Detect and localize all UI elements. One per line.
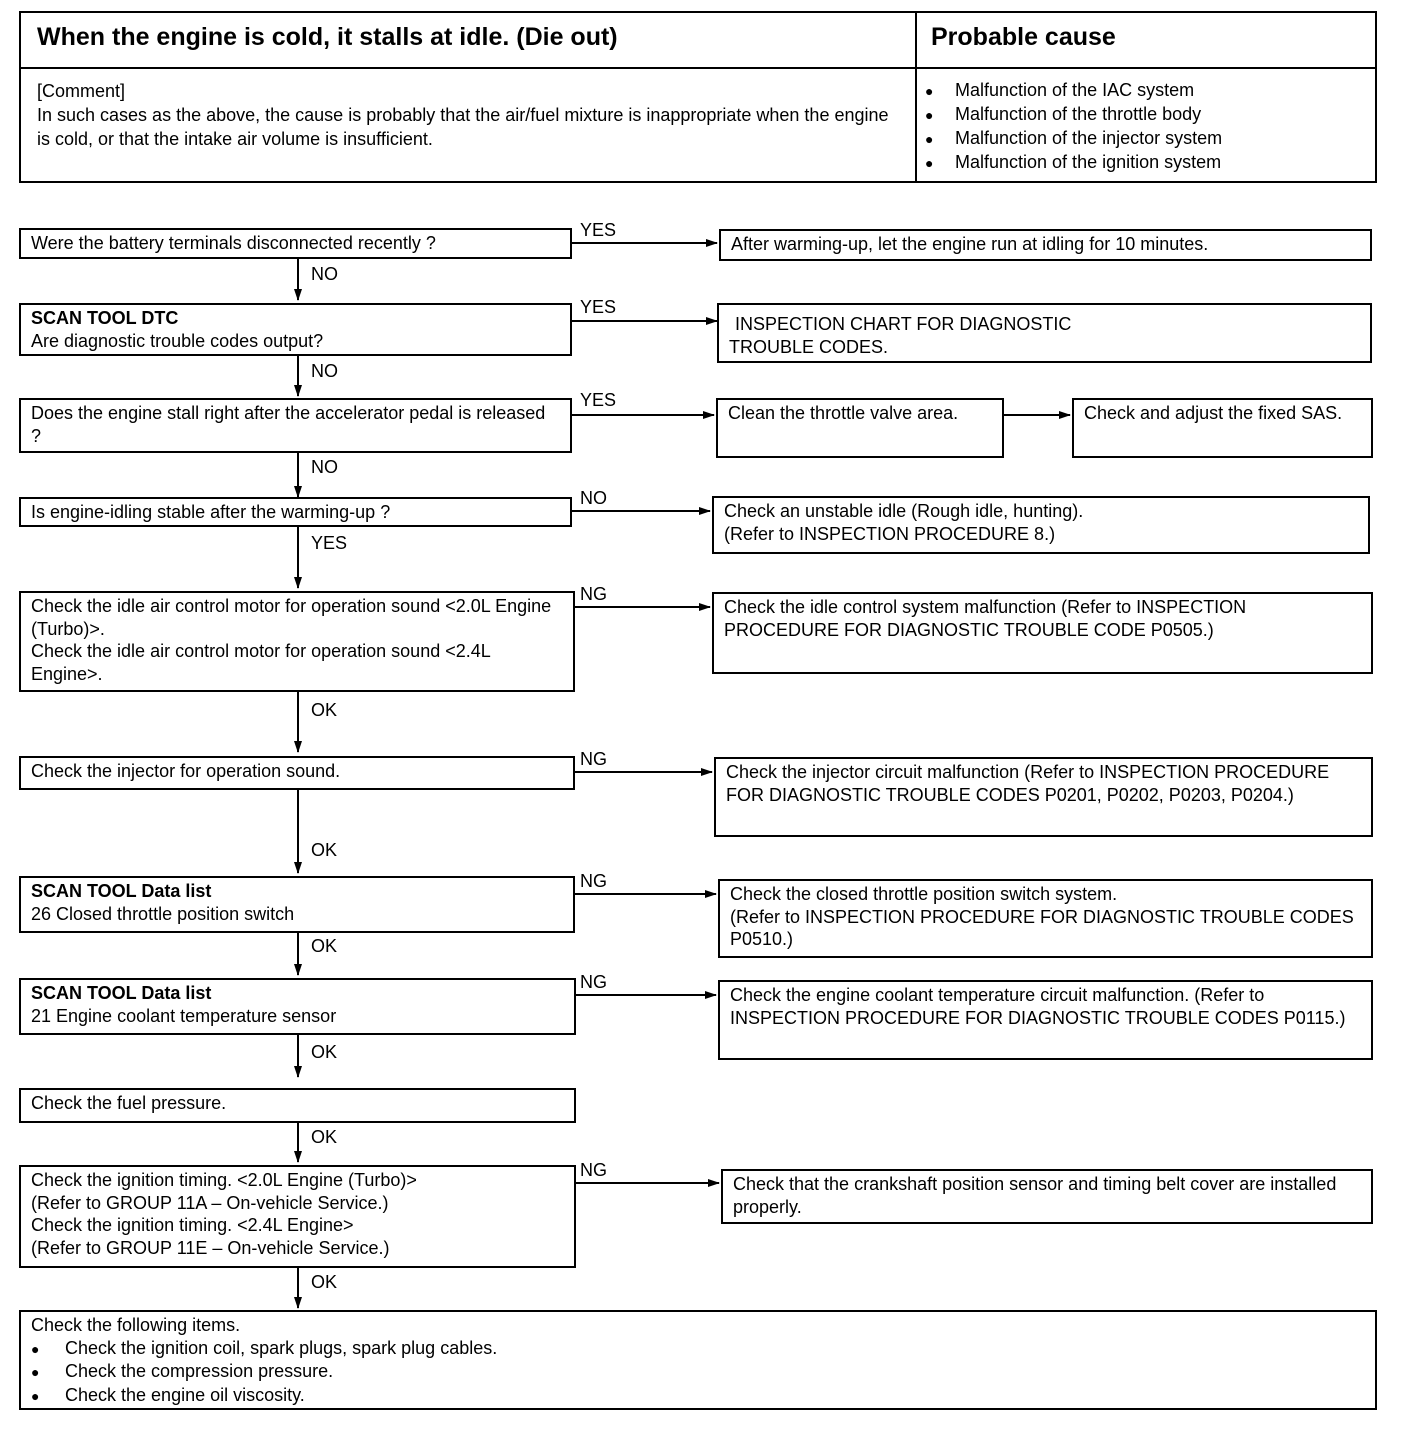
result-injector-circuit: [714, 757, 1373, 837]
result-warm-up-idle: [719, 229, 1372, 261]
question-text: Check the fuel pressure.: [31, 1093, 227, 1113]
cause-item: ● Malfunction of the IAC system: [925, 79, 1222, 103]
label-ng: NG: [580, 1160, 607, 1180]
question-text: Were the battery terminals disconnected recently ?: [31, 233, 436, 253]
probable-cause-title: Probable cause: [931, 23, 1116, 51]
result-text: Check an unstable idle (Rough idle, hunting).: [724, 501, 1084, 521]
result-text: Clean the throttle valve area.: [728, 403, 959, 423]
cause-item: ● Malfunction of the ignition system: [925, 151, 1222, 175]
result-text: INSPECTION CHART FOR DIAGNOSTIC: [735, 314, 1072, 334]
question-engine-stall-pedal: [19, 398, 572, 453]
label-ng: NG: [580, 749, 607, 769]
final-item-list: [31, 1337, 1365, 1408]
label-ok: OK: [311, 1272, 338, 1292]
label-ok: OK: [311, 840, 338, 860]
final-item: ● Check the engine oil viscosity.: [31, 1384, 1365, 1408]
result-text: After warming-up, let the engine run at idling for 10 minutes.: [731, 234, 1209, 254]
question-title: SCAN TOOL Data list: [31, 881, 212, 901]
question-text: (Refer to GROUP 11E – On-vehicle Service.): [31, 1237, 390, 1258]
label-ok: OK: [311, 1127, 338, 1147]
result-closed-throttle-switch: [718, 879, 1373, 958]
question-battery-terminals: [19, 228, 572, 259]
result-crankshaft-sensor: [721, 1169, 1373, 1224]
label-ng: NG: [580, 871, 607, 891]
final-item: ● Check the ignition coil, spark plugs, spark plug cables.: [31, 1337, 1365, 1361]
question-scan-tool-dtc: [19, 303, 572, 356]
question-iac-motor-sound: [19, 591, 575, 692]
result-text: (Refer to INSPECTION PROCEDURE 8.): [724, 523, 1056, 544]
result-text: (Refer to INSPECTION PROCEDURE FOR DIAGNOSTIC TROUBLE CODES P0510.): [730, 906, 1354, 949]
question-title: SCAN TOOL Data list: [31, 983, 212, 1003]
question-text: Check the ignition timing. <2.4L Engine>: [31, 1215, 354, 1235]
label-ok: OK: [311, 936, 338, 956]
label-yes: YES: [580, 390, 617, 410]
question-ignition-timing: [19, 1165, 576, 1268]
question-text: Check the idle air control motor for operation sound <2.0L Engine (Turbo)>.: [31, 596, 552, 639]
question-idle-stable: [19, 497, 572, 527]
result-text: Check and adjust the fixed SAS.: [1084, 403, 1343, 423]
question-scan-tool-closed-throttle: [19, 876, 575, 933]
comment-text: In such cases as the above, the cause is probably that the air/fuel mixture is inappropriate when the engine is cold, or that the intake air volume is insufficient.: [37, 105, 889, 149]
label-no: NO: [311, 457, 338, 477]
result-clean-throttle-valve: [716, 398, 1004, 458]
question-text: Is engine-idling stable after the warming-up ?: [31, 502, 391, 522]
label-yes: YES: [580, 220, 617, 240]
result-text: Check the engine coolant temperature circuit malfunction. (Refer to INSPECTION PROCEDURE FOR DIAGNOSTIC TROUBLE CODES P0115.): [730, 985, 1346, 1028]
question-text: Are diagnostic trouble codes output?: [31, 330, 324, 351]
result-idle-control-system: [712, 592, 1373, 674]
cause-item: ● Malfunction of the throttle body: [925, 103, 1222, 127]
question-injector-sound: [19, 756, 575, 790]
result-text: Check the injector circuit malfunction (Refer to INSPECTION PROCEDURE FOR DIAGNOSTIC TROUBLE CODES P0201, P0202, P0203, P0204.): [726, 762, 1330, 805]
question-text: Check the idle air control motor for operation sound <2.4L Engine>.: [31, 641, 491, 684]
question-text: Check the injector for operation sound.: [31, 761, 341, 781]
symptom-title: When the engine is cold, it stalls at idle. (Die out): [37, 23, 618, 51]
final-title: Check the following items.: [31, 1315, 241, 1335]
label-yes: YES: [311, 533, 348, 553]
final-check-items: [19, 1310, 1377, 1410]
question-text: Check the ignition timing. <2.0L Engine (Turbo)>: [31, 1170, 417, 1190]
question-text: Does the engine stall right after the accelerator pedal is released ?: [31, 403, 546, 446]
result-coolant-temperature-circuit: [718, 980, 1373, 1060]
comment-label: [Comment]: [37, 81, 126, 101]
question-text: (Refer to GROUP 11A – On-vehicle Service.): [31, 1192, 389, 1213]
label-ok: OK: [311, 700, 338, 720]
label-no: NO: [580, 488, 607, 508]
final-item: ● Check the compression pressure.: [31, 1360, 1365, 1384]
label-ng: NG: [580, 584, 607, 604]
label-ok: OK: [311, 1042, 338, 1062]
question-fuel-pressure: [19, 1088, 576, 1123]
label-no: NO: [311, 361, 338, 381]
result-adjust-fixed-sas: [1072, 398, 1373, 458]
result-text: Check that the crankshaft position sensor and timing belt cover are installed properly.: [733, 1174, 1337, 1217]
result-text: Check the closed throttle position switch system.: [730, 884, 1118, 904]
label-yes: YES: [580, 297, 617, 317]
question-text: 21 Engine coolant temperature sensor: [31, 1005, 337, 1026]
result-inspection-chart-dtc: [717, 303, 1372, 363]
result-text: Check the idle control system malfunction (Refer to INSPECTION PROCEDURE FOR DIAGNOSTIC TROUBLE CODE P0505.): [724, 597, 1247, 640]
question-text: 26 Closed throttle position switch: [31, 903, 295, 924]
label-ng: NG: [580, 972, 607, 992]
result-text: TROUBLE CODES.: [729, 336, 889, 357]
cause-item: ● Malfunction of the injector system: [925, 127, 1222, 151]
question-scan-tool-coolant-sensor: [19, 978, 576, 1035]
result-unstable-idle: [712, 496, 1370, 554]
question-title: SCAN TOOL DTC: [31, 308, 179, 328]
label-no: NO: [311, 264, 338, 284]
